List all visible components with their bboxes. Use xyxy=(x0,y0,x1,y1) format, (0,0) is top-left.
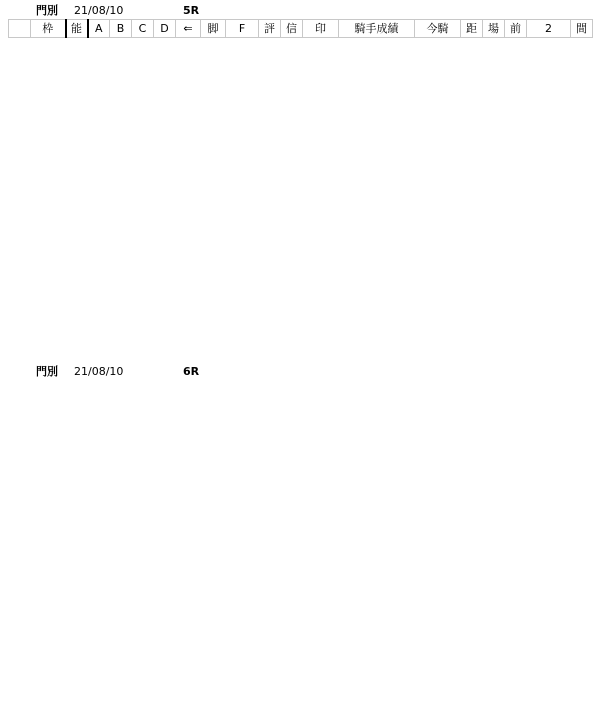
race1-table xyxy=(8,19,593,38)
column-header: 場 xyxy=(483,20,505,38)
race1-header xyxy=(0,0,607,17)
column-header: 評 xyxy=(259,20,281,38)
column-header: 信 xyxy=(281,20,303,38)
column-header: 印 xyxy=(303,20,339,38)
race2-header xyxy=(0,361,607,378)
column-header: 距 xyxy=(461,20,483,38)
column-header: A xyxy=(88,20,110,38)
race2-track: 門別 xyxy=(36,365,58,378)
race1-number: 5R xyxy=(183,4,200,17)
column-header: F xyxy=(226,20,259,38)
column-header: D xyxy=(154,20,176,38)
column-header: 脚 xyxy=(201,20,226,38)
race1-date: 21/08/10 xyxy=(74,4,124,17)
race2-number: 6R xyxy=(183,365,200,378)
header-corner xyxy=(9,20,31,38)
column-header: B xyxy=(110,20,132,38)
column-header: 間 xyxy=(571,20,593,38)
race2-date: 21/08/10 xyxy=(74,365,124,378)
column-header: 騎手成績 xyxy=(339,20,415,38)
header-row xyxy=(9,20,593,38)
column-header: 能 xyxy=(66,20,88,38)
column-header: ⇐ xyxy=(176,20,201,38)
column-header: 今騎 xyxy=(415,20,461,38)
column-header: C xyxy=(132,20,154,38)
column-header: 前 xyxy=(505,20,527,38)
column-header: 枠 xyxy=(31,20,66,38)
column-header: 2 xyxy=(527,20,571,38)
race1-track: 門別 xyxy=(36,4,58,17)
